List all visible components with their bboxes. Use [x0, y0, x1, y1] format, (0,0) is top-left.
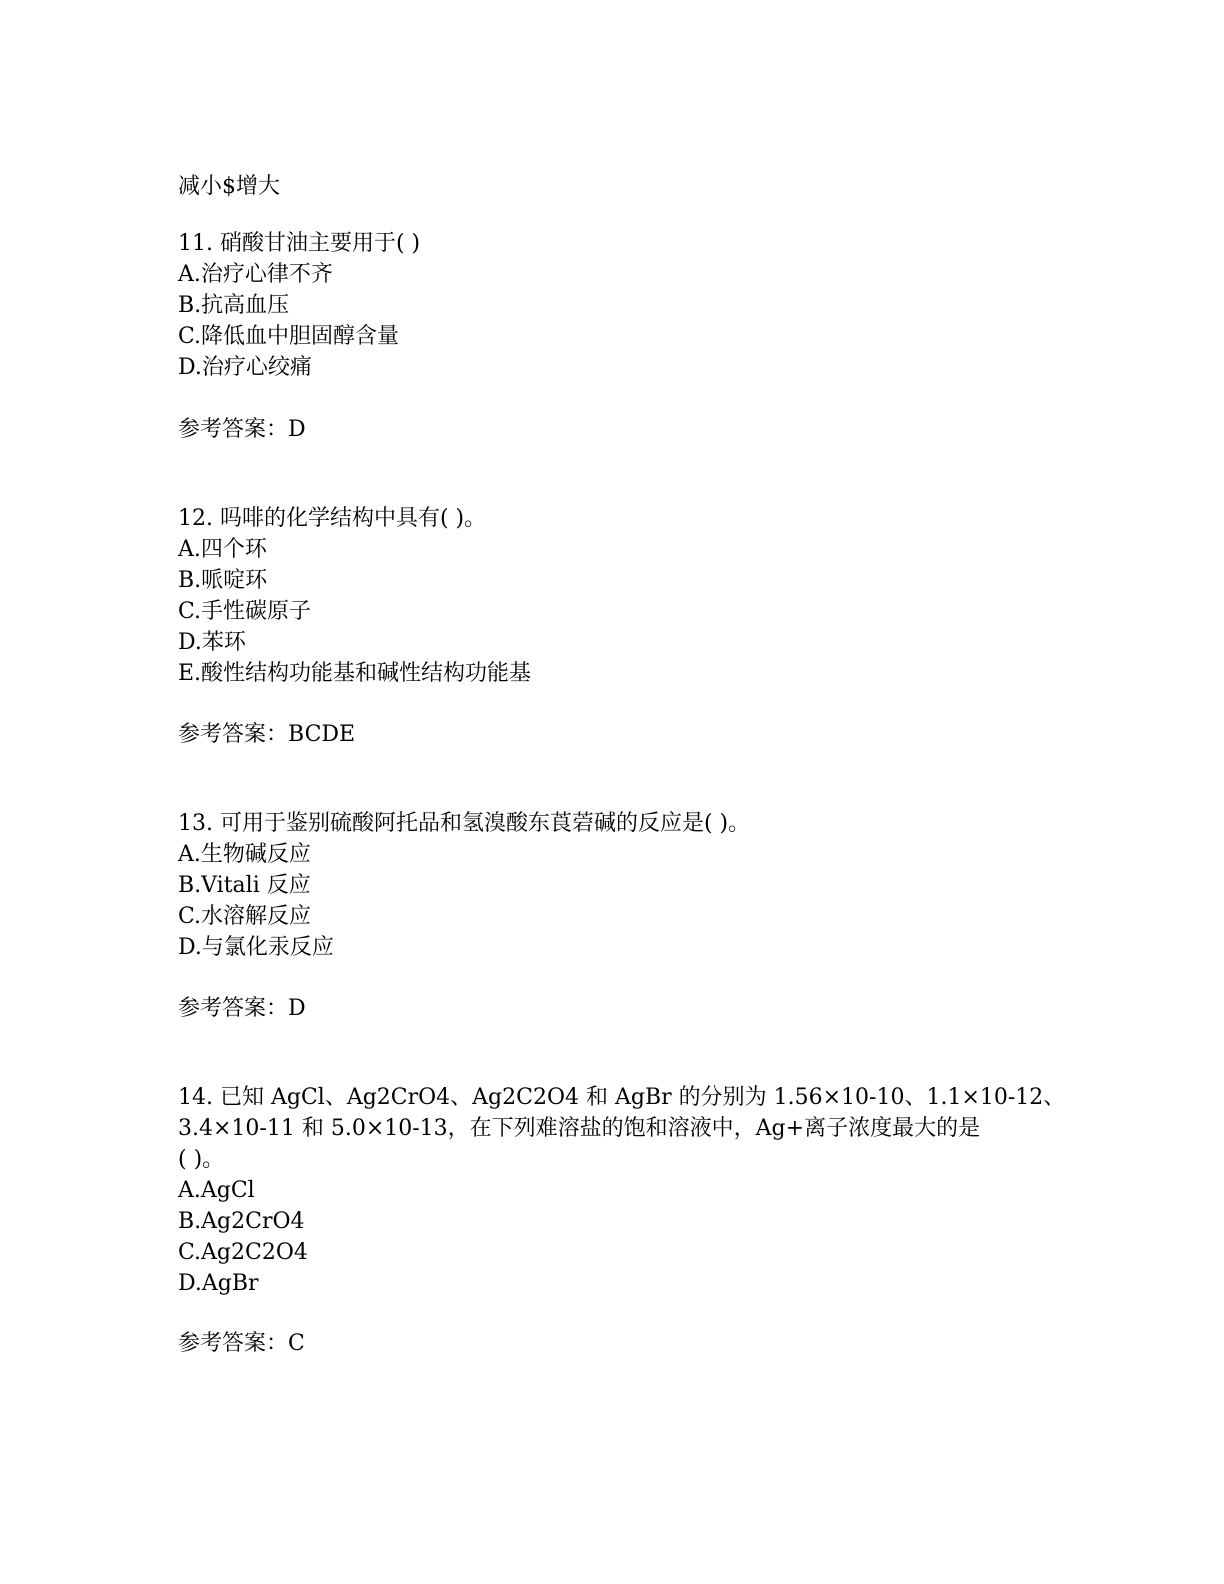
question-stem: 12. 吗啡的化学结构中具有( )。 [178, 506, 487, 531]
reference-answer-14: 参考答案：C [178, 1331, 305, 1356]
question-13 [178, 808, 1058, 963]
question-stem: 13. 可用于鉴别硫酸阿托品和氢溴酸东莨菪碱的反应是( )。 [178, 811, 751, 836]
question-14 [178, 1082, 1066, 1299]
option-b: B.Ag2CrO4 [178, 1209, 305, 1234]
option-a: A.AgCl [178, 1178, 255, 1203]
option-c: C.降低血中胆固醇含量 [178, 324, 400, 349]
option-c: C.手性碳原子 [178, 599, 312, 624]
question-11 [178, 228, 1058, 383]
option-a: A.生物碱反应 [178, 842, 311, 867]
option-d: D.治疗心绞痛 [178, 355, 312, 380]
option-a: A.治疗心律不齐 [178, 262, 333, 287]
option-b: B.Vitali 反应 [178, 873, 311, 898]
question-stem-line-3: ( )。 [178, 1147, 225, 1172]
option-a: A.四个环 [178, 537, 267, 562]
reference-answer-11: 参考答案：D [178, 417, 306, 442]
option-c: C.水溶解反应 [178, 904, 312, 929]
previous-answer-fragment: 减小$增大 [178, 174, 280, 199]
option-b: B.哌啶环 [178, 568, 268, 593]
option-c: C.Ag2C2O4 [178, 1240, 308, 1265]
question-stem: 11. 硝酸甘油主要用于( ) [178, 231, 421, 256]
question-stem-line-2: 3.4×10-11 和 5.0×10-13，在下列难溶盐的饱和溶液中，Ag+离子浓度最大的是 [178, 1116, 981, 1141]
reference-answer-13: 参考答案：D [178, 996, 306, 1021]
option-d: D.苯环 [178, 630, 246, 655]
option-d: D.AgBr [178, 1271, 259, 1296]
question-stem-line-1: 14. 已知 AgCl、Ag2CrO4、Ag2C2O4 和 AgBr 的分别为 1.56×10-10、1.1×10-12、 [178, 1085, 1066, 1110]
option-e: E.酸性结构功能基和碱性结构功能基 [178, 661, 532, 686]
option-b: B.抗高血压 [178, 293, 290, 318]
option-d: D.与氯化汞反应 [178, 935, 334, 960]
reference-answer-12: 参考答案：BCDE [178, 722, 356, 747]
question-12 [178, 503, 1058, 689]
